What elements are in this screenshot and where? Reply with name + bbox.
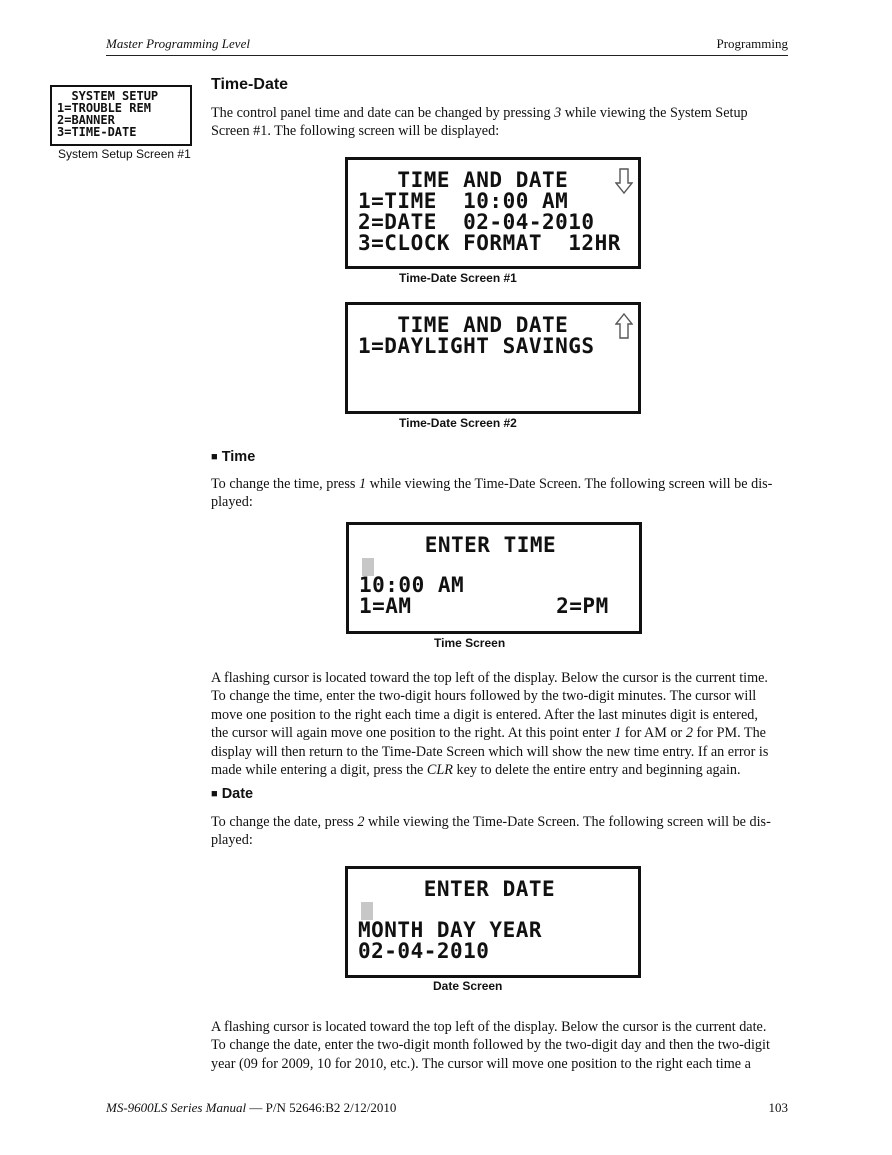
header-divider bbox=[106, 55, 788, 56]
time-date-screen-2 bbox=[345, 302, 641, 414]
time-date-screen-2-caption: Time-Date Screen #2 bbox=[399, 416, 517, 430]
time-screen bbox=[346, 522, 642, 634]
footer-manual: MS-9600LS Series Manual — P/N 52646:B2 2/12/2010 bbox=[106, 1100, 397, 1115]
lcd-line: 1=TIME 10:00 AM bbox=[358, 189, 569, 213]
time-date-screen-1-caption: Time-Date Screen #1 bbox=[399, 271, 517, 285]
up-arrow-icon bbox=[615, 313, 633, 339]
lcd-line: MONTH DAY YEAR bbox=[358, 918, 543, 942]
date-subheading: ■ Date bbox=[211, 786, 254, 802]
header-title: Master Programming Level bbox=[106, 36, 250, 51]
time-description-paragraph: A flashing cursor is located toward the top left of the display. Below the cursor is the current time. To change the time, enter the two-digit hours followed by the two-digit minutes. The cursor will move one position to the right each time a digit is entered. After the last minutes digit is entered, the cursor will again move one position to the right. At this point enter 1 for AM or 2 for PM. The display will then return to the Time-Date Screen which will show the new time entry. If an error is made while entering a digit, press the CLR key to delete the entire entry and beginning again. bbox=[211, 670, 769, 779]
lcd-line: 02-04-2010 bbox=[358, 939, 490, 963]
system-setup-screen bbox=[50, 85, 192, 146]
lcd-line: 10:00 AM bbox=[359, 573, 465, 597]
down-arrow-icon bbox=[615, 168, 633, 194]
lcd-line: 2=DATE 02-04-2010 bbox=[358, 210, 595, 234]
lcd-line: 1=DAYLIGHT SAVINGS bbox=[358, 334, 595, 358]
lcd-line: 3=TIME-DATE bbox=[57, 125, 137, 139]
lcd-line: TIME AND DATE bbox=[358, 313, 569, 337]
date-screen bbox=[345, 866, 641, 978]
lcd-line: 1=TROUBLE REM bbox=[57, 101, 151, 115]
bullet-icon: ■ bbox=[211, 451, 218, 463]
lcd-line: SYSTEM SETUP bbox=[57, 89, 159, 103]
lcd-line: 1=AM 2=PM bbox=[359, 594, 609, 618]
lcd-line: ENTER TIME bbox=[359, 533, 557, 557]
time-screen-caption: Time Screen bbox=[434, 636, 506, 650]
time-date-screen-1 bbox=[345, 157, 641, 269]
lcd-line: ENTER DATE bbox=[358, 877, 556, 901]
date-screen-caption: Date Screen bbox=[433, 979, 503, 993]
bullet-icon: ■ bbox=[211, 788, 218, 800]
page-number: 103 bbox=[768, 1100, 788, 1115]
section-title: Time-Date bbox=[211, 76, 289, 93]
system-setup-caption: System Setup Screen #1 bbox=[58, 147, 191, 161]
lcd-line: TIME AND DATE bbox=[358, 168, 569, 192]
lcd-line: 2=BANNER bbox=[57, 113, 115, 127]
intro-paragraph: The control panel time and date can be changed by pressing 3 while viewing the System Setup Screen #1. The following screen will be displayed: bbox=[211, 105, 748, 140]
time-intro-paragraph: To change the time, press 1 while viewing the Time-Date Screen. The following screen will be dis- played: bbox=[211, 476, 773, 511]
header-section: Programming bbox=[716, 36, 788, 51]
date-intro-paragraph: To change the date, press 2 while viewing the Time-Date Screen. The following screen will be dis- played: bbox=[211, 814, 771, 849]
time-subheading: ■ Time bbox=[211, 449, 256, 465]
lcd-line: 3=CLOCK FORMAT 12HR bbox=[358, 231, 621, 255]
date-description-paragraph: A flashing cursor is located toward the top left of the display. Below the cursor is the current date. To change the date, enter the two-digit month followed by the two-digit day and then the two-digit year (09 for 2009, 10 for 2010, etc.). The cursor will move one position to the right each time a bbox=[211, 1019, 770, 1072]
